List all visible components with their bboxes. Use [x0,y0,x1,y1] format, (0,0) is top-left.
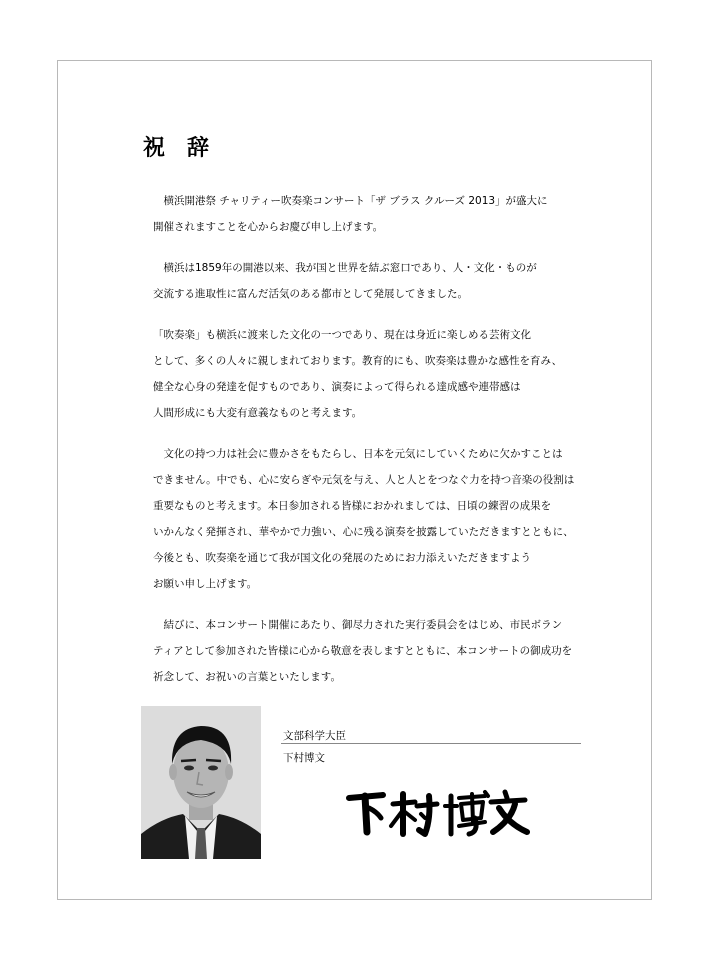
text-line: 人間形成にも大変有意義なものと考えます。 [153,407,363,419]
page-title: 祝 辞 [143,135,210,161]
signatory-title: 文部科学大臣 [283,730,346,742]
text-line: 重要なものと考えます。本日参加される皆様におかれましては、日頃の練習の成果を [153,500,552,512]
text-line: できません。中でも、心に安らぎや元気を与え、人と人とをつなぐ力を持つ音楽の役割は [153,474,575,486]
portrait-illustration [141,706,261,859]
text-line: 今後とも、吹奏楽を通じて我が国文化の発展のためにお力添えいただきますよう [153,552,531,564]
text-line: いかんなく発揮され、華やかで力強い、心に残る演奏を披露していただきますとともに、 [153,526,574,538]
text-line: 祈念して、お祝いの言葉といたします。 [153,671,341,683]
paragraph [153,255,563,307]
paragraph [153,188,563,240]
text-line: ティアとして参加された皆様に心から敬意を表しますとともに、本コンサートの御成功を [153,645,573,657]
handwritten-signature [345,788,530,838]
text-line: 開催されますことを心からお慶び申し上げます。 [153,221,384,233]
text-line: として、多くの人々に親しまれております。教育的にも、吹奏楽は豊かな感性を育み、 [153,355,563,367]
text-line: 「吹奏楽」も横浜に渡来した文化の一つであり、現在は身近に楽しめる芸術文化 [153,329,531,341]
paragraph [153,322,563,426]
divider [281,743,581,744]
paragraph [153,441,575,597]
paragraph [153,612,573,690]
message-body [153,188,575,705]
text-line: 健全な心身の発達を促すものであり、演奏によって得られる達成感や連帯感は [153,381,521,393]
text-line: お願い申し上げます。 [153,578,258,590]
portrait-photo [141,706,261,859]
signature-illustration [345,788,530,838]
signatory-name: 下村博文 [283,752,325,764]
text-line: 横浜は1859年の開港以来、我が国と世界を結ぶ窓口であり、人・文化・ものが [153,262,537,274]
text-line: 文化の持つ力は社会に豊かさをもたらし、日本を元気にしていくために欠かすことは [153,448,563,460]
text-line: 横浜開港祭 チャリティー吹奏楽コンサート「ザ ブラス クルーズ 2013」が盛大に [153,195,548,207]
text-line: 結びに、本コンサート開催にあたり、御尽力された実行委員会をはじめ、市民ボラン [153,619,563,631]
text-line: 交流する進取性に富んだ活気のある都市として発展してきました。 [153,288,468,300]
